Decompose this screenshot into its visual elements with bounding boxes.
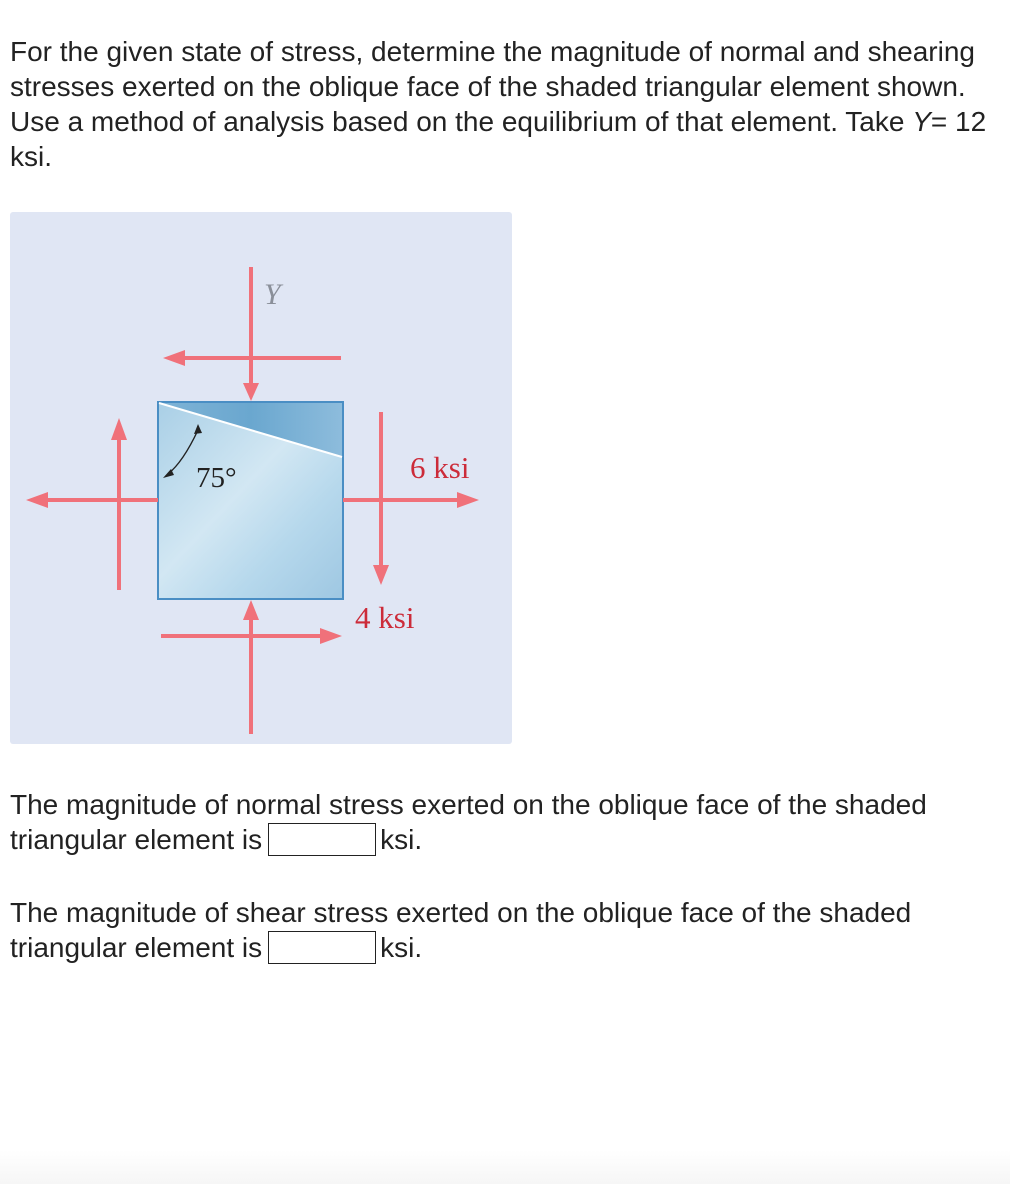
right-down-arrowhead bbox=[373, 565, 389, 585]
question-normal-text: The magnitude of normal stress exerted on the oblique face of the shaded triangular element is bbox=[10, 789, 927, 855]
top-down-arrowhead bbox=[243, 383, 259, 401]
problem-statement bbox=[10, 34, 1000, 174]
label-4ksi: 4 ksi bbox=[355, 600, 415, 635]
normal-stress-unit: ksi. bbox=[380, 824, 423, 855]
shear-stress-input[interactable] bbox=[268, 931, 376, 964]
bottom-divider bbox=[0, 1150, 1010, 1184]
right-horizontal-arrowhead bbox=[457, 492, 479, 508]
normal-stress-input[interactable] bbox=[268, 823, 376, 856]
problem-text-end: = 12 ksi. bbox=[10, 106, 987, 172]
shear-stress-unit: ksi. bbox=[380, 932, 423, 963]
bottom-shear-right-arrowhead bbox=[320, 628, 342, 644]
stress-element-figure bbox=[10, 212, 512, 744]
left-horizontal-arrowhead bbox=[26, 492, 48, 508]
label-6ksi: 6 ksi bbox=[410, 450, 470, 485]
angle-label: 75° bbox=[196, 462, 237, 494]
question-shear-stress bbox=[10, 895, 1000, 965]
question-shear-text: The magnitude of shear stress exerted on the oblique face of the shaded triangular element is bbox=[10, 897, 912, 963]
stress-diagram bbox=[10, 212, 512, 744]
top-shear-left-arrowhead bbox=[163, 350, 185, 366]
left-up-arrowhead bbox=[111, 418, 127, 440]
problem-text: For the given state of stress, determine the magnitude of normal and shearing stresses exerted on the oblique face of the shaded triangular element shown. Use a method of analysis based on the equilibrium of that element. Take bbox=[10, 36, 975, 137]
bottom-up-arrowhead bbox=[243, 600, 259, 620]
question-normal-stress bbox=[10, 787, 1000, 857]
y-label: Y bbox=[264, 278, 281, 311]
variable-y: Y bbox=[912, 106, 931, 137]
